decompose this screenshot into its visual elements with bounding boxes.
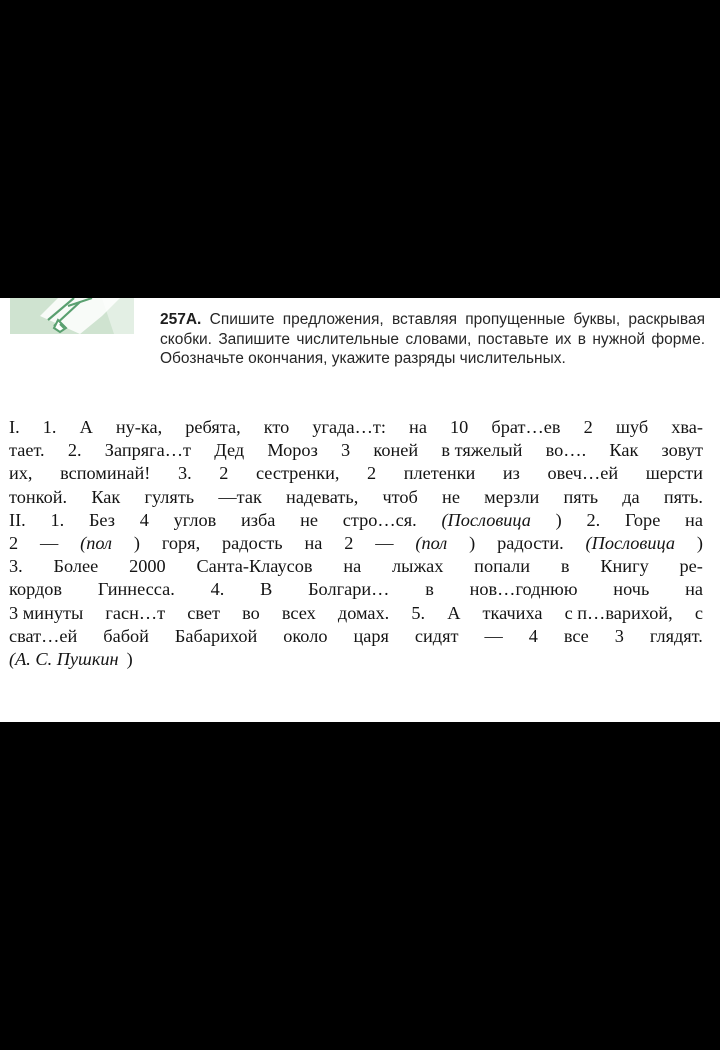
exercise-word: 3 минуты xyxy=(9,602,84,623)
exercise-word: с п…варихой, xyxy=(564,602,673,623)
exercise-word: (Пословица xyxy=(585,533,676,554)
exercise-word: А xyxy=(79,417,93,437)
exercise-word: 4. xyxy=(210,579,225,600)
exercise-word: шерсти xyxy=(645,463,703,484)
exercise-word: во xyxy=(242,602,260,623)
exercise-word: 3 xyxy=(341,440,351,461)
exercise-word: 5. xyxy=(411,602,426,623)
exercise-word: гасн…т xyxy=(105,602,166,623)
exercise-word: Бабарихой xyxy=(174,625,258,646)
exercise-line xyxy=(9,602,703,625)
exercise-word: ре- xyxy=(679,556,703,577)
exercise-word: — xyxy=(375,533,394,554)
exercise-word: лыжах xyxy=(392,556,444,577)
exercise-word: —так xyxy=(218,486,262,507)
exercise-word: в xyxy=(425,579,434,600)
exercise-word: изба xyxy=(240,509,276,530)
exercise-word: Как xyxy=(91,486,121,507)
exercise-word: (пол xyxy=(80,533,113,554)
exercise-word: около xyxy=(283,625,328,646)
exercise-word: ткачиха xyxy=(482,602,543,623)
exercise-word: не xyxy=(300,509,319,530)
exercise-word: Болгари… xyxy=(308,579,390,600)
exercise-word: сестренки, xyxy=(255,463,340,484)
exercise-word: не xyxy=(442,486,460,507)
exercise-line xyxy=(9,509,703,532)
exercise-word: на xyxy=(304,533,323,554)
exercise-line xyxy=(9,532,703,555)
exercise-word: гулять xyxy=(144,486,195,507)
exercise-word: на xyxy=(685,509,703,530)
exercise-text xyxy=(9,416,703,671)
exercise-word: чтоб xyxy=(382,486,418,507)
exercise-word: зовут xyxy=(661,440,703,461)
exercise-word: свет xyxy=(187,602,221,623)
exercise-word: бабой xyxy=(103,625,149,646)
exercise-word: их, xyxy=(9,463,33,484)
exercise-word: из xyxy=(502,463,520,484)
exercise-word: да xyxy=(622,486,640,507)
exercise-word: (Пословица xyxy=(441,509,531,530)
exercise-word: ) xyxy=(555,509,562,530)
exercise-word: всех xyxy=(281,602,316,623)
exercise-word: 2 xyxy=(219,463,229,484)
exercise-word: 4 xyxy=(528,625,538,646)
exercise-word: 1. xyxy=(50,509,65,530)
exercise-word: угада…т: xyxy=(312,417,386,437)
exercise-word: тонкой. xyxy=(9,486,68,507)
exercise-word: радость xyxy=(222,533,283,554)
exercise-word: А xyxy=(447,602,461,623)
exercise-line xyxy=(9,462,703,485)
exercise-word: — xyxy=(484,625,503,646)
exercise-word: Как xyxy=(609,440,639,461)
exercise-word: Более xyxy=(53,556,99,577)
exercise-word: пять xyxy=(563,486,599,507)
exercise-word: овеч…ей xyxy=(547,463,619,484)
exercise-word: кто xyxy=(263,417,290,437)
exercise-word: с xyxy=(694,602,703,623)
exercise-word: Без xyxy=(88,509,115,530)
exercise-word: ) xyxy=(133,533,140,554)
exercise-word: Книгу xyxy=(600,556,649,577)
exercise-word: ) xyxy=(469,533,476,554)
task-instruction: Спишите предложения, вставляя пропущенные буквы, раскрывая скобки. Запишите числительные словами, поставьте их в нужной форме. Обозначьте окончания, укажите разряды числительных. xyxy=(160,311,705,367)
exercise-word: 2 xyxy=(9,533,19,554)
exercise-word: углов xyxy=(173,509,217,530)
exercise-word: 10 xyxy=(450,417,469,437)
exercise-word: ) xyxy=(126,649,133,670)
exercise-word: Дед xyxy=(214,440,245,461)
exercise-word: ночь xyxy=(613,579,650,600)
exercise-word: мерзли xyxy=(484,486,540,507)
exercise-word: ну-ка, xyxy=(115,417,163,437)
task-header xyxy=(160,310,705,369)
exercise-word: в тяжелый xyxy=(441,440,523,461)
exercise-word: 2 xyxy=(344,533,354,554)
exercise-word: брат…ев xyxy=(491,417,561,437)
exercise-word: тает. xyxy=(9,440,45,461)
exercise-word: 2 xyxy=(367,463,377,484)
exercise-word: вспоминай! xyxy=(60,463,151,484)
exercise-word: 2 xyxy=(583,417,593,437)
exercise-word: 2. xyxy=(67,440,82,461)
exercise-word: горя, xyxy=(161,533,201,554)
exercise-word: во…. xyxy=(545,440,587,461)
exercise-line xyxy=(9,416,703,439)
exercise-word: попали xyxy=(474,556,531,577)
exercise-line xyxy=(9,648,703,671)
exercise-word: нов…годнюю xyxy=(469,579,578,600)
exercise-word: хва- xyxy=(671,417,703,437)
exercise-word: Горе xyxy=(624,509,661,530)
exercise-line xyxy=(9,625,703,648)
exercise-word: 4 xyxy=(139,509,149,530)
exercise-word: 2. xyxy=(586,509,601,530)
exercise-word: I. xyxy=(9,417,20,437)
exercise-word: надевать, xyxy=(286,486,359,507)
exercise-line xyxy=(9,578,703,601)
exercise-word: на xyxy=(409,417,427,437)
exercise-word: стро…ся. xyxy=(342,509,417,530)
exercise-word: (пол xyxy=(415,533,448,554)
exercise-line xyxy=(9,486,703,509)
exercise-line xyxy=(9,439,703,462)
exercise-word: глядят. xyxy=(649,625,703,646)
exercise-word: (А. С. Пушкин xyxy=(9,649,119,670)
exercise-word: на xyxy=(343,556,362,577)
exercise-word: ребята, xyxy=(185,417,241,437)
exercise-word: 3. xyxy=(9,556,23,577)
exercise-word: пять. xyxy=(663,486,703,507)
textbook-page xyxy=(0,298,720,722)
exercise-word: Запряга…т xyxy=(104,440,192,461)
exercise-word: шуб xyxy=(615,417,649,437)
exercise-word: II. xyxy=(9,509,26,530)
exercise-word: В xyxy=(260,579,273,600)
exercise-word: сидят xyxy=(414,625,459,646)
exercise-line xyxy=(9,555,703,578)
exercise-word: сват…ей xyxy=(9,625,78,646)
exercise-word: Санта-Клаусов xyxy=(196,556,313,577)
exercise-word: в xyxy=(560,556,570,577)
exercise-word: кордов xyxy=(9,579,63,600)
exercise-word: на xyxy=(685,579,703,600)
exercise-word: плетенки xyxy=(403,463,476,484)
exercise-word: Гиннесса. xyxy=(97,579,175,600)
exercise-word: Мороз xyxy=(267,440,318,461)
exercise-word: все xyxy=(563,625,589,646)
exercise-word: 3 xyxy=(614,625,624,646)
exercise-word: ) xyxy=(696,533,703,554)
exercise-word: 2000 xyxy=(129,556,166,577)
exercise-word: 1. xyxy=(42,417,57,437)
exercise-word: домах. xyxy=(337,602,390,623)
exercise-word: — xyxy=(40,533,59,554)
pencil-notebook-icon xyxy=(10,298,134,336)
exercise-word: царя xyxy=(353,625,389,646)
task-number: 257А. xyxy=(160,311,202,328)
exercise-word: коней xyxy=(373,440,419,461)
exercise-word: радости. xyxy=(497,533,564,554)
exercise-word: 3. xyxy=(177,463,192,484)
